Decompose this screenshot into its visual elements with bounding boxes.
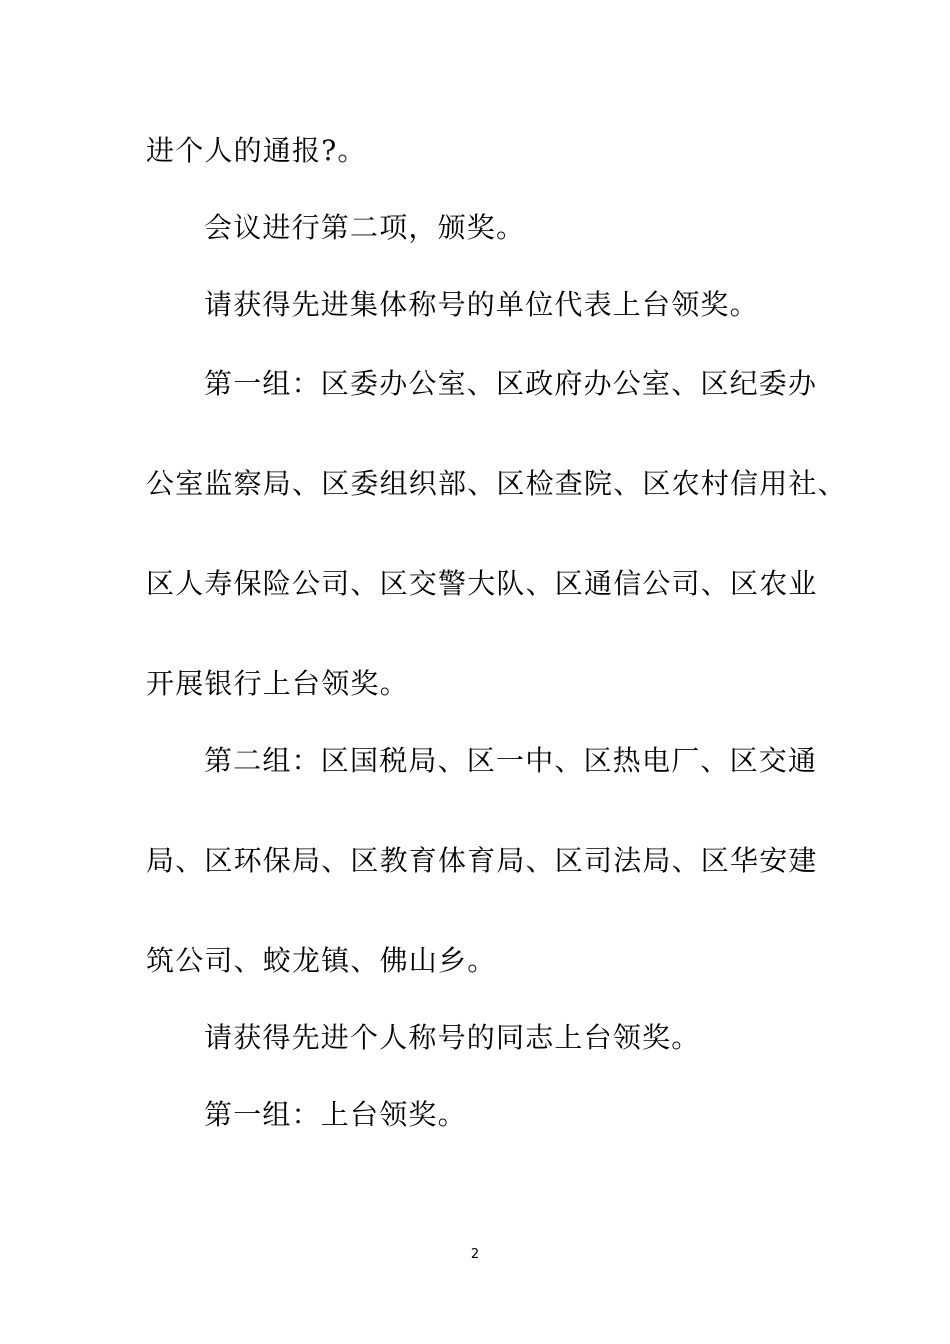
body-line-10: 筑公司、蛟龙镇、佛山乡。: [146, 944, 497, 977]
body-line-9: 局、区环保局、区教育体育局、区司法局、区华安建: [146, 844, 818, 877]
body-line-1: 进个人的通报?。: [146, 134, 367, 167]
body-line-4: 第一组：区委办公室、区政府办公室、区纪委办: [204, 367, 818, 400]
body-line-5: 公室监察局、区委组织部、区检查院、区农村信用社、: [146, 467, 847, 500]
body-line-11: 请获得先进个人称号的同志上台领奖。: [204, 1021, 701, 1054]
body-line-7: 开展银行上台领奖。: [146, 667, 409, 700]
body-line-12: 第一组：上台领奖。: [204, 1098, 467, 1131]
page-number: 2: [470, 1247, 480, 1262]
body-line-8: 第二组：区国税局、区一中、区热电厂、区交通: [204, 744, 818, 777]
body-line-2: 会议进行第二项，颁奖。: [204, 211, 526, 244]
body-line-3: 请获得先进集体称号的单位代表上台领奖。: [204, 288, 759, 321]
body-line-6: 区人寿保险公司、区交警大队、区通信公司、区农业: [146, 567, 818, 600]
